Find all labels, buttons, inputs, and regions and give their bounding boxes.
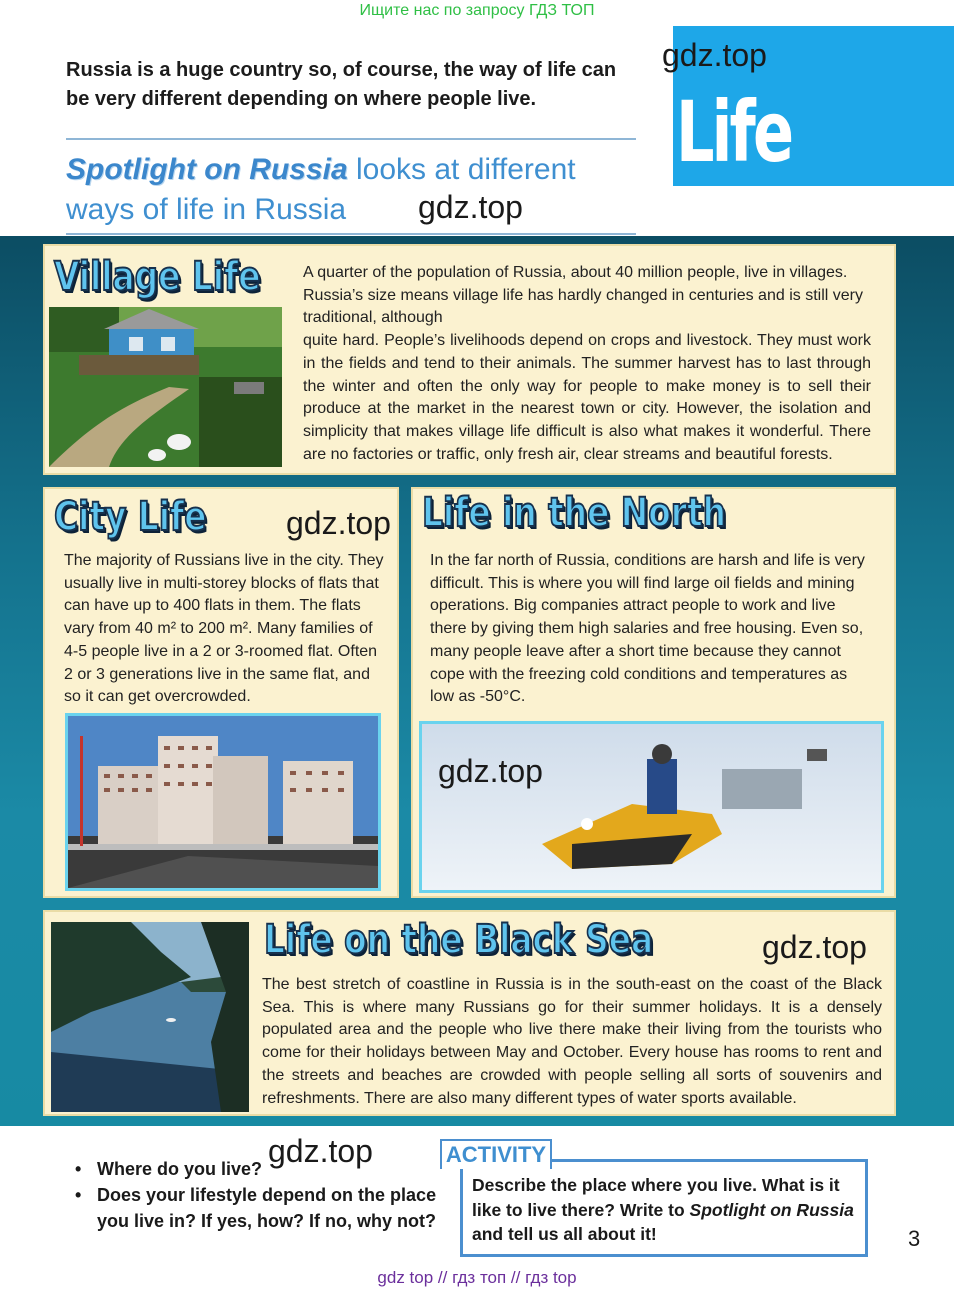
city-line-4: vary from 40 m² to 200 m². Many families of	[64, 620, 373, 638]
city-photo	[65, 713, 381, 891]
questions-list	[75, 1156, 436, 1234]
activity-label: ACTIVITY	[440, 1139, 552, 1169]
north-line-4: there by giving them high salaries and free housing. Even so,	[430, 620, 864, 638]
page-number: 3	[908, 1226, 921, 1251]
north-line-1: In the far north of Russia, conditions are harsh and life is very	[430, 552, 865, 569]
divider-bottom	[66, 233, 636, 235]
spotlight-emphasis: Spotlight on Russia	[66, 153, 348, 186]
black-sea-photo-image	[51, 922, 249, 1112]
city-life-heading: City Life	[54, 494, 207, 540]
question-2-continued: you live in? If yes, how? If no, why not?	[97, 1211, 437, 1231]
north-photo	[419, 721, 884, 893]
city-life-text	[64, 550, 394, 709]
village-photo-image	[49, 307, 282, 467]
village-life-text	[303, 262, 871, 466]
north-photo-image	[422, 724, 881, 890]
watermark-2: gdz.top	[418, 189, 523, 225]
activity-text-part2: and tell us all about it!	[472, 1224, 657, 1244]
watermark-6: gdz.top	[268, 1133, 373, 1169]
city-line-2: usually live in multi-storey blocks of flats that	[64, 574, 379, 592]
north-line-7: low as -50°C.	[430, 688, 526, 706]
top-banner: Ищите нас по запросу ГДЗ ТОП	[359, 2, 595, 19]
north-line-5: many people leave after a short time because they cannot	[430, 642, 841, 660]
village-line-1: A quarter of the population of Russia, about 40 million people, live in villages.	[303, 264, 848, 281]
north-life-text	[430, 550, 880, 709]
village-line-3: traditional, although	[303, 309, 443, 327]
village-photo	[49, 307, 282, 467]
intro-text: Russia is a huge country so, of course, the way of life can be very different depending on where people live.	[66, 59, 617, 110]
north-line-6: cope with the freezing cold conditions and temperatures as	[430, 665, 848, 683]
question-2: • Does your lifestyle depend on the place	[75, 1182, 436, 1208]
north-line-2: difficult. This is where you will find large oil fields and mining	[430, 574, 855, 592]
divider-top	[66, 138, 636, 140]
city-line-5: 4-5 people live in a 2 or 3-roomed flat. Often	[64, 642, 378, 660]
watermark-4: gdz.top	[438, 753, 543, 789]
watermark-1: gdz.top	[662, 37, 767, 73]
spotlight-rest: looks at different	[347, 153, 576, 186]
page-title: Life	[676, 83, 792, 181]
activity-text	[472, 1173, 862, 1247]
village-line-4: quite hard. People’s livelihoods depend on crops and livestock. They must work in the fields and tend to their animals. The summer harvest has to last through the winter and often the only way for people to make money is to sell their produce at the market in the nearest town or city. However, the isolation and simplicity that makes village life difficult is also what makes it wonderful. There are no factories or traffic, only fresh air, clear streams and beautiful forests.	[303, 332, 871, 463]
village-line-2: Russia’s size means village life has hardly changed in centuries and is still very	[303, 286, 863, 304]
spotlight-line2: ways of life in Russia	[66, 193, 347, 226]
black-sea-heading: Life on the Black Sea	[264, 917, 654, 963]
activity-text-part1: Describe the place where you live. What is it like to live there? Write to	[472, 1175, 840, 1220]
north-life-heading: Life in the North	[422, 490, 726, 536]
city-line-6: 2 or 3 generations live in the same flat, and	[64, 665, 370, 683]
watermark-5: gdz.top	[762, 929, 867, 965]
black-sea-photo	[51, 922, 249, 1112]
activity-text-italic: Spotlight on Russia	[689, 1199, 854, 1220]
city-line-1: The majority of Russians live in the city. They	[64, 552, 384, 569]
black-sea-text: The best stretch of coastline in Russia is in the south-east on the coast of the Black Sea. This is where many Russians go for their summer holidays. It is a densely populated area and the people who live there make their living from the tourists who come for their holidays between May and October. Every house has rooms to rent and the streets and beaches are crowded with people selling all sorts of souvenirs and refreshments. There are also many different types of water sports available.	[262, 976, 882, 1107]
watermark-3: gdz.top	[286, 505, 391, 541]
city-line-3: can have up to 400 flats in them. The flats	[64, 597, 361, 615]
spotlight-subtitle	[66, 150, 636, 230]
village-life-heading: Village Life	[54, 254, 261, 300]
north-line-3: operations. Big companies attract people to work and live	[430, 597, 836, 615]
city-photo-image	[68, 716, 378, 888]
bottom-watermark-line: gdz top // гдз топ // гдз top	[377, 1268, 577, 1287]
city-line-7: so it can get overcrowded.	[64, 688, 251, 706]
question-1: • Where do you live?	[75, 1156, 436, 1182]
